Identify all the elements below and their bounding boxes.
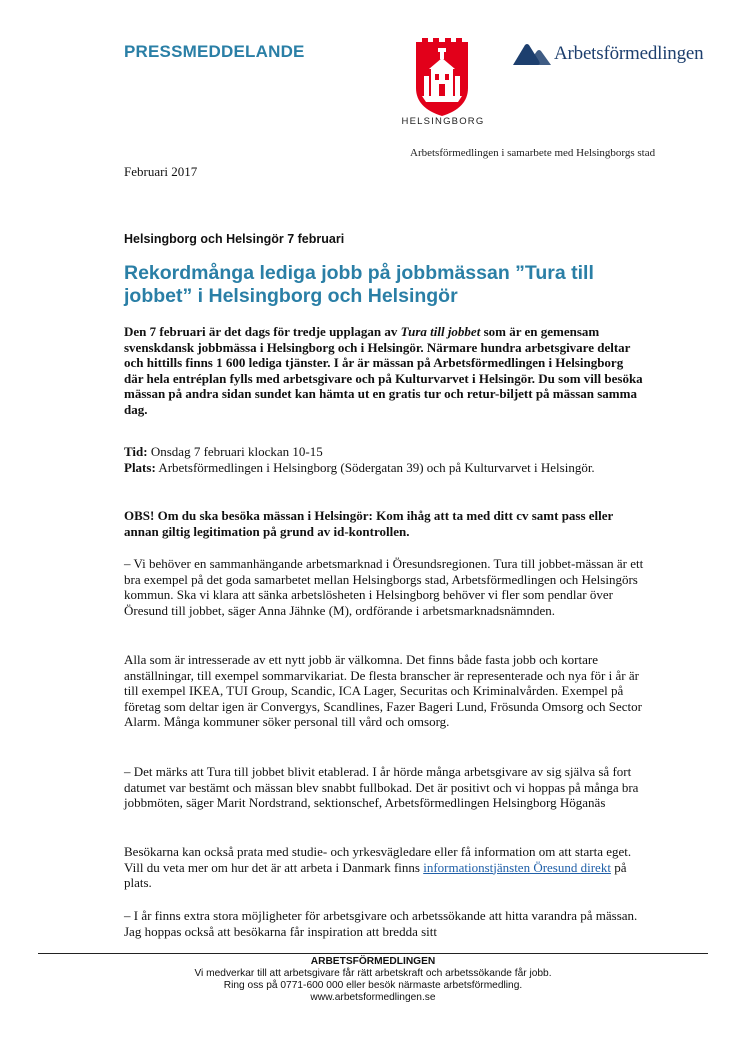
footer-org-name: ARBETSFÖRMEDLINGEN bbox=[310, 956, 436, 967]
lead-text-end: som är en gemensam svenskdansk jobbmässa i Helsingborg och i Helsingör. Närmare hundra arbetsgivare deltar och hittills finns 1 600 lediga tjänster. I år är mässan på Arbetsförmedlingen i Helsingborg där hela entréplan fylls med arbetsgivare och på Kulturvarvet i Helsingör. Du som vill besöka mässan på andra sidan sundet kan hämta ut en gratis tur och retur-biljett på mässan samma dag. bbox=[124, 324, 643, 417]
quote-continued: – I år finns extra stora möjligheter för arbetsgivare och arbetssökande att hitta varandra på mässan. Jag hoppas också att besökarna får inspiration att bredda sitt bbox=[124, 908, 638, 939]
crest-caption: HELSINGBORG bbox=[401, 116, 485, 127]
lead-paragraph bbox=[124, 324, 644, 417]
time-value: Onsdag 7 februari klockan 10-15 bbox=[147, 444, 323, 459]
dateline: Helsingborg och Helsingör 7 februari bbox=[124, 232, 345, 246]
page-footer bbox=[38, 956, 708, 1004]
oresund-direkt-link[interactable]: informationstjänsten Öresund direkt bbox=[423, 859, 611, 875]
cooperation-note: Arbetsförmedlingen i samarbete med Helsingborgs stad bbox=[410, 147, 656, 159]
footer-divider bbox=[38, 953, 708, 954]
arbetsformedlingen-mark-icon bbox=[513, 43, 551, 65]
guidance-text-end: på plats. bbox=[124, 859, 627, 890]
place-value: Arbetsförmedlingen i Helsingborg (Södergatan 39) och på Kulturvarvet i Helsingör. bbox=[155, 460, 595, 475]
lead-event-name: Tura till jobbet bbox=[400, 324, 481, 339]
event-place bbox=[124, 460, 644, 476]
guidance-paragraph bbox=[124, 844, 644, 891]
helsingborg-crest-icon bbox=[414, 38, 470, 116]
release-date: Februari 2017 bbox=[124, 164, 198, 179]
guidance-text-start: Besökarna kan också prata med studie- och yrkesvägledare eller få information om att starta eget. Vill du veta mer om hur det är att arbeta i Danmark finns bbox=[124, 844, 632, 875]
employers-paragraph: Alla som är intresserade av ett nytt jobb är välkomna. Det finns både fasta jobb och kortare anställningar, till exempel sommarvikariat. De flesta branscher är representerade och nya för i år är till exempel IKEA, TUI Group, Scandic, ICA Lager, Securitas och Kriminalvården. Exempel på företag som deltar igen är Convergys, Scandlines, Fazer Bageri Lund, Frösunda Omsorg och Sector Alarm. Många kommuner söker personal till vård och omsorg. bbox=[124, 652, 642, 729]
time-label: Tid: bbox=[124, 444, 148, 459]
footer-website: www.arbetsformedlingen.se bbox=[310, 992, 436, 1003]
place-label: Plats: bbox=[124, 460, 156, 475]
id-check-notice: OBS! Om du ska besöka mässan i Helsingör: Kom ihåg att ta med ditt cv samt pass eller annan giltig legitimation på grund av id-kontrollen. bbox=[124, 508, 614, 539]
logo-wordmark: Arbetsförmedlingen bbox=[554, 43, 704, 64]
footer-mission: Vi medverkar till att arbetsgivare får rätt arbetskraft och arbetssökande får jobb. bbox=[194, 968, 552, 979]
event-time bbox=[124, 444, 644, 460]
quote-anna-jahnke: – Vi behöver en sammanhängande arbetsmarknad i Öresundsregionen. Tura till jobbet-mässan är ett bra exempel på det goda samarbetet mellan Helsingborgs stad, Arbetsförmedlingen och Helsingörs kommun. Ska vi klara att sänka arbetslösheten i Helsingborg behöver vi fler som pendlar över Öresund till jobbet, säger Anna Jähnke (M), ordförande i arbetsmarknadsnämnden. bbox=[124, 556, 644, 618]
lead-text-start: Den 7 februari är det dags för tredje upplagan av bbox=[124, 324, 401, 339]
headline: Rekordmånga lediga jobb på jobbmässan ”Tura till jobbet” i Helsingborg och Helsingör bbox=[124, 262, 594, 307]
press-release-label: PRESSMEDDELANDE bbox=[124, 42, 305, 61]
arbetsformedlingen-logo bbox=[513, 42, 703, 66]
quote-marit-nordstrand: – Det märks att Tura till jobbet blivit etablerad. I år hörde många arbetsgivare av sig själva så fort datumet var bestämt och mässan blev snabbt fullbokad. Det är positivt och vi hoppas på många bra jobbmöten, säger Marit Nordstrand, sektionschef, Arbetsförmedlingen Helsingborg Höganäs bbox=[124, 764, 639, 810]
footer-contact: Ring oss på 0771-600 000 eller besök närmaste arbetsförmedling. bbox=[223, 980, 523, 991]
